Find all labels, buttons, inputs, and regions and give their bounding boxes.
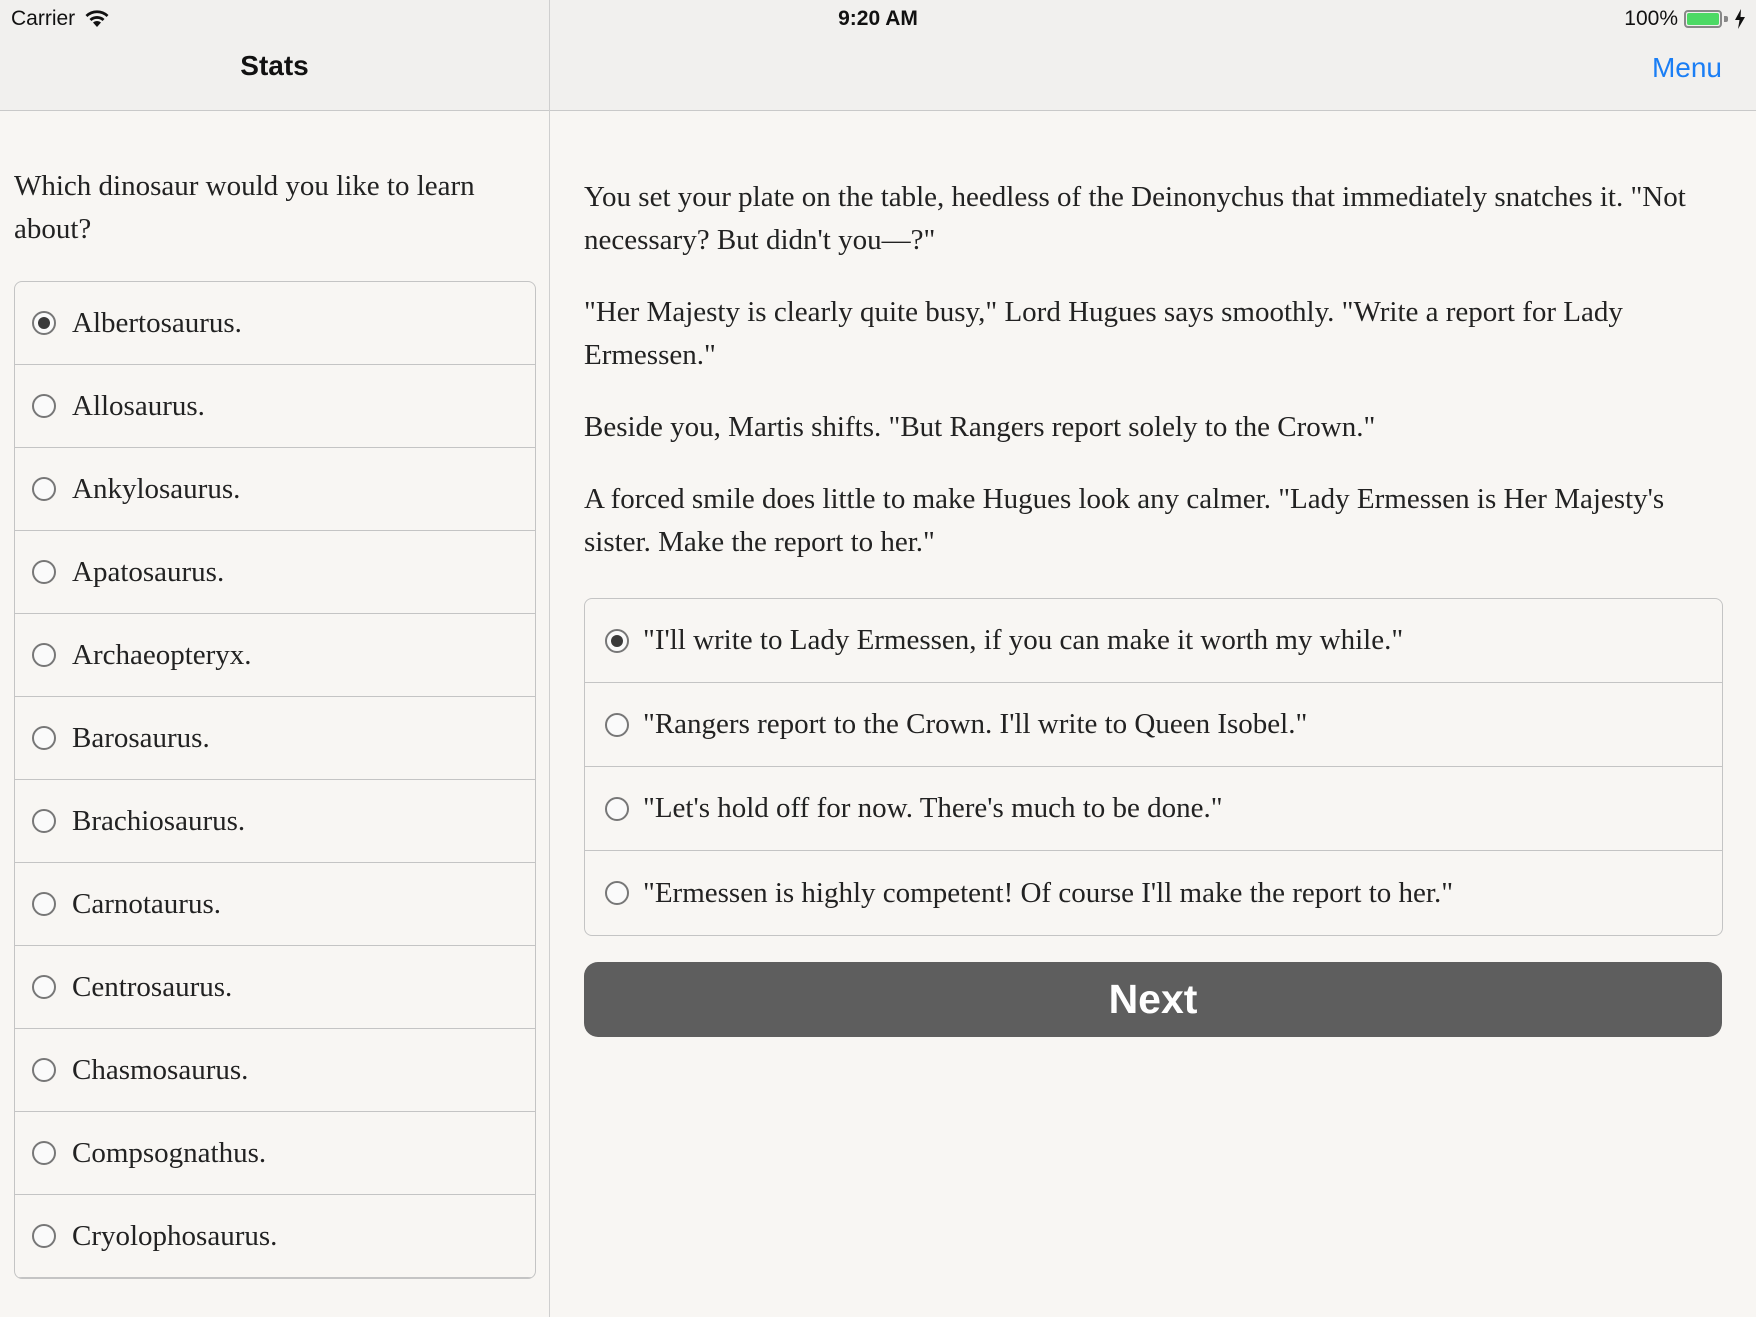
carrier-label: Carrier	[11, 7, 76, 30]
next-button[interactable]: Next	[584, 962, 1722, 1037]
radio-unselected-icon[interactable]	[32, 643, 56, 667]
radio-unselected-icon[interactable]	[32, 1224, 56, 1248]
dinosaur-option-label: Cryolophosaurus.	[72, 1219, 278, 1252]
radio-selected-icon[interactable]	[32, 311, 56, 335]
radio-unselected-icon[interactable]	[605, 797, 629, 821]
dinosaur-option-label: Albertosaurus.	[72, 306, 242, 339]
stats-question: Which dinosaur would you like to learn about?	[14, 170, 475, 245]
story-paragraph: A forced smile does little to make Hugues look any calmer. "Lady Ermessen is Her Majesty's sister. Make the report to her."	[584, 483, 1665, 558]
dinosaur-option[interactable]	[15, 1112, 535, 1195]
battery-level-fill	[1687, 13, 1719, 25]
stats-title: Stats	[240, 50, 309, 81]
dinosaur-option-label: Carnotaurus.	[72, 887, 221, 920]
radio-unselected-icon[interactable]	[32, 892, 56, 916]
choice-option[interactable]	[585, 599, 1722, 683]
radio-unselected-icon[interactable]	[32, 1141, 56, 1165]
dinosaur-option[interactable]	[15, 614, 535, 697]
choice-option-label: "Ermessen is highly competent! Of course I'll make the report to her."	[643, 876, 1454, 909]
radio-selected-icon[interactable]	[605, 629, 629, 653]
dinosaur-option-list	[14, 281, 536, 1279]
story-paragraph: You set your plate on the table, heedless of the Deinonychus that immediately snatches it. "Not necessary? But didn't you—?"	[584, 181, 1686, 256]
dinosaur-option[interactable]	[15, 531, 535, 614]
dinosaur-option-label: Ankylosaurus.	[72, 472, 241, 505]
choice-option-label: "Let's hold off for now. There's much to be done."	[643, 792, 1223, 824]
battery-percent: 100%	[1624, 7, 1678, 30]
radio-unselected-icon[interactable]	[32, 560, 56, 584]
radio-unselected-icon[interactable]	[32, 394, 56, 418]
radio-unselected-icon[interactable]	[32, 1058, 56, 1082]
story-text	[584, 176, 1724, 593]
menu-button[interactable]: Menu	[1651, 52, 1722, 83]
dinosaur-option[interactable]	[15, 697, 535, 780]
top-bar	[0, 0, 1756, 111]
dinosaur-option-label: Centrosaurus.	[72, 970, 233, 1003]
battery-icon	[1684, 9, 1728, 29]
dinosaur-option[interactable]	[15, 282, 535, 365]
choice-option-label: "I'll write to Lady Ermessen, if you can make it worth my while."	[643, 624, 1404, 656]
radio-unselected-icon[interactable]	[605, 713, 629, 737]
dinosaur-option-label: Brachiosaurus.	[72, 804, 246, 837]
split-divider	[549, 0, 550, 1317]
dinosaur-option[interactable]	[15, 863, 535, 946]
radio-unselected-icon[interactable]	[605, 881, 629, 905]
dinosaur-option-label: Apatosaurus.	[72, 555, 225, 588]
radio-unselected-icon[interactable]	[32, 726, 56, 750]
dinosaur-option-label: Chasmosaurus.	[72, 1053, 249, 1086]
dinosaur-option-label: Barosaurus.	[72, 721, 210, 754]
choice-list	[584, 598, 1723, 936]
radio-unselected-icon[interactable]	[32, 809, 56, 833]
story-paragraph: Beside you, Martis shifts. "But Rangers report solely to the Crown."	[584, 411, 1376, 443]
dinosaur-option[interactable]	[15, 1029, 535, 1112]
charging-bolt-icon	[1734, 9, 1746, 29]
dinosaur-option-label: Archaeopteryx.	[72, 638, 252, 671]
story-paragraph: "Her Majesty is clearly quite busy," Lord Hugues says smoothly. "Write a report for Lady Ermessen."	[584, 296, 1623, 371]
status-time: 9:20 AM	[838, 7, 918, 30]
dinosaur-option-label: Allosaurus.	[72, 389, 205, 422]
dinosaur-option[interactable]	[15, 946, 535, 1029]
choice-option[interactable]	[585, 683, 1722, 767]
status-battery	[1624, 4, 1746, 34]
dinosaur-option[interactable]	[15, 780, 535, 863]
dinosaur-option-label: Compsognathus.	[72, 1136, 267, 1169]
dinosaur-option[interactable]	[15, 448, 535, 531]
radio-unselected-icon[interactable]	[32, 975, 56, 999]
choice-option-label: "Rangers report to the Crown. I'll write to Queen Isobel."	[643, 708, 1308, 740]
choice-option[interactable]	[585, 767, 1722, 851]
radio-unselected-icon[interactable]	[32, 477, 56, 501]
choice-option[interactable]	[585, 851, 1722, 935]
stats-pane	[0, 111, 549, 1317]
dinosaur-option[interactable]	[15, 1195, 535, 1278]
dinosaur-option[interactable]	[15, 365, 535, 448]
